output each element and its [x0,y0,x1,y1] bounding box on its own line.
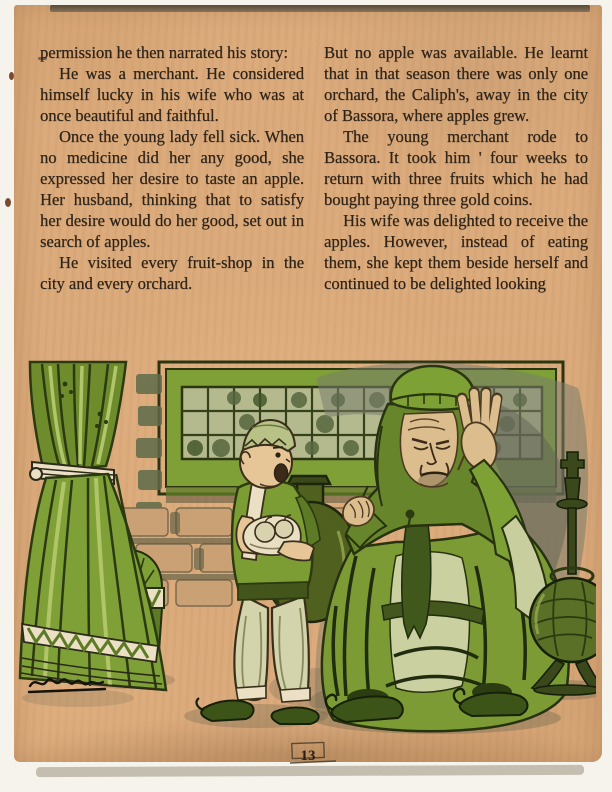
paragraph: permission he then narrated his story: [40,43,288,62]
story-illustration [16,356,596,746]
scan-top-edge [50,5,590,12]
scan-speck [5,198,11,207]
right-column [324,42,588,294]
page-number-text: 13 [300,748,316,764]
paragraph: The young merchant rode to Bassora. It took him ' four weeks to return with three fruits which he had bought paying three gold coins. [324,127,588,209]
paragraph: But no apple was available. He learnt that in that season there was only one orchard, the Caliph's, away in the city of Bassora, where apples grew. [324,43,588,125]
left-column [40,42,304,294]
paragraph: He visited every fruit-shop in the city and every orchard. [40,253,304,293]
paragraph: His wife was delighted to receive the apples. However, instead of eating them, she kept them beside herself and continued to be delighted looking [324,211,588,293]
page-number [284,740,344,774]
scan-speck [9,72,14,80]
paragraph: Once the young lady fell sick. When no medicine did her any good, she expressed her desire to taste an apple. Her husband, thinking that to satisfy her desire would do her good, set out in search of apples. [40,127,304,251]
story-text [40,42,588,294]
paragraph: He was a merchant. He considered himself lucky in his wife who was at once beautiful and faithful. [40,64,304,125]
